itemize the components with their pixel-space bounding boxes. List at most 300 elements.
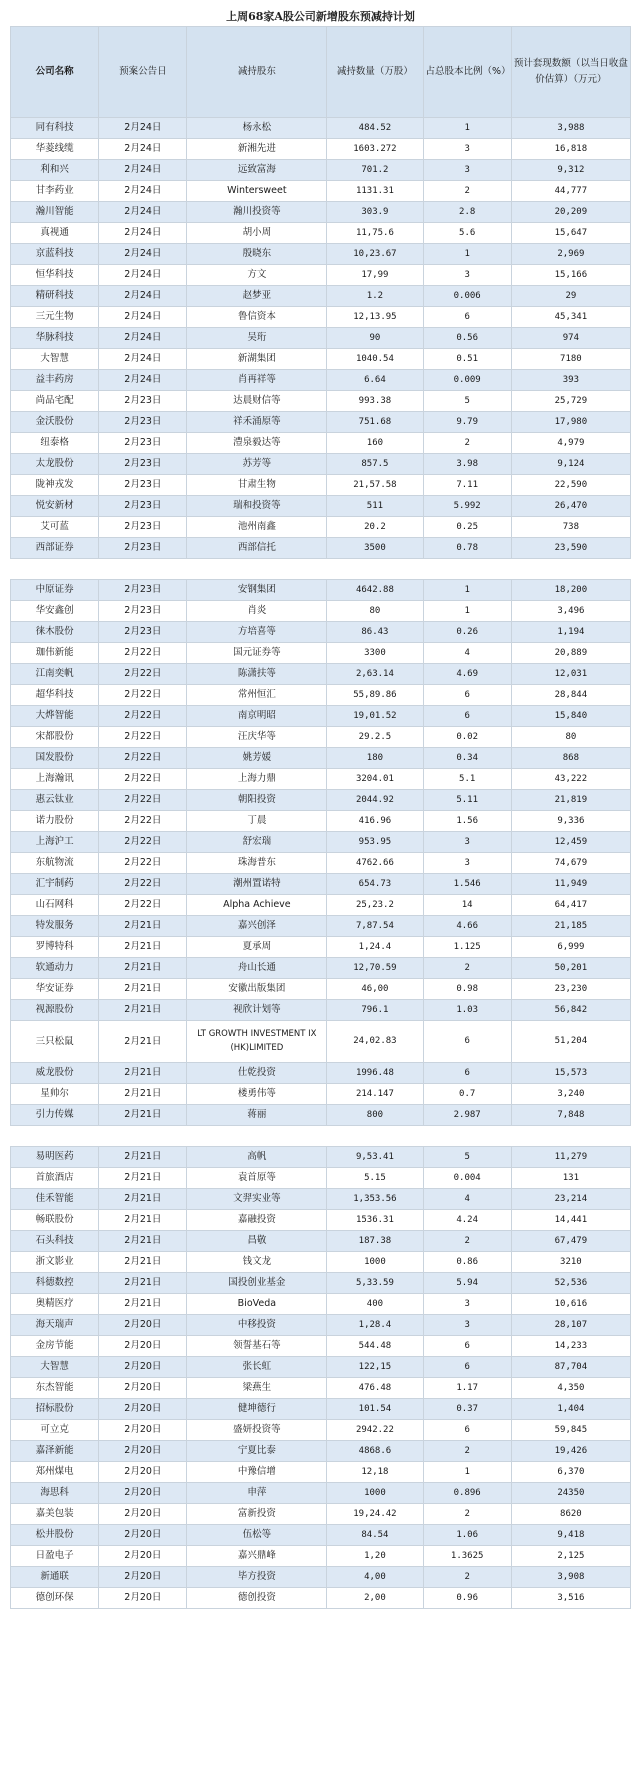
reduction-plan-table [10,26,631,1609]
cell-ratio: 2 [423,1567,511,1588]
cell-cash-amount: 15,840 [511,706,630,727]
table-row [11,349,631,370]
cell-shareholder: 毕方投资 [187,1567,327,1588]
cell-quantity: 180 [327,748,423,769]
cell-quantity: 5,33.59 [327,1273,423,1294]
cell-quantity: 511 [327,496,423,517]
cell-quantity: 84.54 [327,1525,423,1546]
cell-quantity: 3204.01 [327,769,423,790]
cell-shareholder: 常州恒汇 [187,685,327,706]
cell-ratio: 2 [423,181,511,202]
cell-company: 惠云钛业 [11,790,99,811]
cell-cash-amount: 12,459 [511,832,630,853]
cell-shareholder: 肖炎 [187,601,327,622]
cell-quantity: 2,63.14 [327,664,423,685]
cell-shareholder: 池州南鑫 [187,517,327,538]
cell-ratio: 2.987 [423,1105,511,1126]
cell-shareholder: 祥禾涌原等 [187,412,327,433]
cell-ratio: 1.56 [423,811,511,832]
table-row [11,370,631,391]
table-row [11,1525,631,1546]
cell-quantity: 214.147 [327,1084,423,1105]
cell-cash-amount: 131 [511,1168,630,1189]
cell-announce-date: 2月24日 [99,328,187,349]
cell-shareholder: 新湘先进 [187,139,327,160]
cell-cash-amount: 6,999 [511,937,630,958]
table-row [11,1105,631,1126]
cell-shareholder: 中移投资 [187,1315,327,1336]
cell-company: 上海沪工 [11,832,99,853]
table-row [11,1399,631,1420]
cell-shareholder: 朝阳投资 [187,790,327,811]
cell-announce-date: 2月24日 [99,223,187,244]
cell-cash-amount: 51,204 [511,1021,630,1063]
table-row [11,979,631,1000]
cell-quantity: 1,20 [327,1546,423,1567]
table-row [11,517,631,538]
cell-company: 石头科技 [11,1231,99,1252]
cell-quantity: 4762.66 [327,853,423,874]
cell-shareholder: 肖再祥等 [187,370,327,391]
table-row [11,874,631,895]
cell-quantity: 19,01.52 [327,706,423,727]
table-row [11,160,631,181]
cell-quantity: 187.38 [327,1231,423,1252]
cell-shareholder: 汪庆华等 [187,727,327,748]
table-row [11,391,631,412]
cell-announce-date: 2月24日 [99,139,187,160]
cell-company: 瀚川智能 [11,202,99,223]
cell-company: 太龙股份 [11,454,99,475]
cell-ratio: 1.125 [423,937,511,958]
cell-quantity: 2942.22 [327,1420,423,1441]
cell-ratio: 4.69 [423,664,511,685]
cell-ratio: 1.06 [423,1525,511,1546]
header-company: 公司名称 [11,27,99,118]
table-row [11,1210,631,1231]
cell-announce-date: 2月22日 [99,706,187,727]
cell-shareholder: 远致富海 [187,160,327,181]
cell-cash-amount: 67,479 [511,1231,630,1252]
cell-cash-amount: 3,908 [511,1567,630,1588]
cell-announce-date: 2月23日 [99,433,187,454]
cell-ratio: 1.546 [423,874,511,895]
cell-ratio: 5.1 [423,769,511,790]
cell-shareholder: 杨永松 [187,118,327,139]
cell-ratio: 3 [423,832,511,853]
cell-quantity: 4642.88 [327,580,423,601]
cell-cash-amount: 56,842 [511,1000,630,1021]
cell-shareholder: 盛妍投资等 [187,1420,327,1441]
cell-shareholder: 新湖集团 [187,349,327,370]
cell-cash-amount: 3,496 [511,601,630,622]
table-row [11,118,631,139]
cell-ratio: 0.51 [423,349,511,370]
cell-quantity: 303.9 [327,202,423,223]
cell-announce-date: 2月20日 [99,1546,187,1567]
cell-cash-amount: 21,819 [511,790,630,811]
table-row [11,1378,631,1399]
cell-company: 视源股份 [11,1000,99,1021]
cell-quantity: 953.95 [327,832,423,853]
cell-ratio: 0.004 [423,1168,511,1189]
cell-cash-amount: 4,350 [511,1378,630,1399]
table-row [11,1084,631,1105]
header-announce-date: 预案公告日 [99,27,187,118]
cell-ratio: 1 [423,244,511,265]
cell-quantity: 2044.92 [327,790,423,811]
cell-shareholder: 达晨财信等 [187,391,327,412]
cell-company: 奥精医疗 [11,1294,99,1315]
cell-company: 华安鑫创 [11,601,99,622]
cell-company: 尚品宅配 [11,391,99,412]
cell-company: 招标股份 [11,1399,99,1420]
cell-company: 江南奕帆 [11,664,99,685]
cell-announce-date: 2月22日 [99,748,187,769]
cell-shareholder: 吴珩 [187,328,327,349]
cell-ratio: 0.98 [423,979,511,1000]
cell-cash-amount: 52,536 [511,1273,630,1294]
cell-shareholder: Wintersweet [187,181,327,202]
cell-quantity: 86.43 [327,622,423,643]
cell-shareholder: 鲁信资本 [187,307,327,328]
table-row [11,601,631,622]
cell-announce-date: 2月20日 [99,1315,187,1336]
cell-cash-amount: 16,818 [511,139,630,160]
table-row [11,1273,631,1294]
cell-ratio: 4 [423,1189,511,1210]
cell-announce-date: 2月21日 [99,1189,187,1210]
cell-ratio: 14 [423,895,511,916]
cell-cash-amount: 15,573 [511,1063,630,1084]
cell-shareholder: 蒋丽 [187,1105,327,1126]
table-row [11,1189,631,1210]
cell-announce-date: 2月21日 [99,1231,187,1252]
cell-announce-date: 2月23日 [99,517,187,538]
cell-cash-amount: 14,441 [511,1210,630,1231]
cell-shareholder: Alpha Achieve [187,895,327,916]
table-row [11,538,631,559]
cell-quantity: 654.73 [327,874,423,895]
cell-shareholder: 丁晨 [187,811,327,832]
cell-announce-date: 2月24日 [99,265,187,286]
table-row [11,1000,631,1021]
group-separator [11,1126,631,1147]
cell-company: 陇神戎发 [11,475,99,496]
table-row [11,958,631,979]
cell-announce-date: 2月22日 [99,685,187,706]
cell-company: 德创环保 [11,1588,99,1609]
table-row [11,1021,631,1063]
table-row [11,1168,631,1189]
cell-shareholder: 西部信托 [187,538,327,559]
cell-shareholder: LT GROWTH INVESTMENT IX (HK)LIMITED [187,1021,327,1063]
cell-ratio: 1 [423,1462,511,1483]
cell-ratio: 0.26 [423,622,511,643]
cell-shareholder: 安钢集团 [187,580,327,601]
table-row [11,475,631,496]
cell-ratio: 2 [423,1441,511,1462]
table-row [11,643,631,664]
cell-cash-amount: 59,845 [511,1420,630,1441]
cell-cash-amount: 22,590 [511,475,630,496]
cell-announce-date: 2月22日 [99,790,187,811]
cell-company: 可立克 [11,1420,99,1441]
cell-company: 松井股份 [11,1525,99,1546]
cell-quantity: 10,23.67 [327,244,423,265]
cell-announce-date: 2月21日 [99,1210,187,1231]
cell-announce-date: 2月24日 [99,244,187,265]
cell-quantity: 1,28.4 [327,1315,423,1336]
cell-announce-date: 2月24日 [99,370,187,391]
cell-company: 大智慧 [11,349,99,370]
cell-ratio: 4.66 [423,916,511,937]
cell-company: 三元生物 [11,307,99,328]
cell-shareholder: 夏承周 [187,937,327,958]
cell-company: 嘉美包装 [11,1504,99,1525]
table-row [11,1420,631,1441]
cell-shareholder: 健坤德行 [187,1399,327,1420]
cell-company: 恒华科技 [11,265,99,286]
cell-ratio: 2 [423,1504,511,1525]
page-title: 上周68家A股公司新增股东预减持计划 [226,10,415,23]
cell-announce-date: 2月21日 [99,1063,187,1084]
cell-shareholder: 国元证券等 [187,643,327,664]
cell-announce-date: 2月21日 [99,979,187,1000]
cell-announce-date: 2月20日 [99,1462,187,1483]
cell-ratio: 1 [423,580,511,601]
cell-ratio: 0.006 [423,286,511,307]
cell-quantity: 90 [327,328,423,349]
cell-cash-amount: 1,404 [511,1399,630,1420]
header-ratio: 占总股本比例（%） [423,27,511,118]
cell-cash-amount: 3,516 [511,1588,630,1609]
cell-announce-date: 2月20日 [99,1378,187,1399]
cell-quantity: 20.2 [327,517,423,538]
cell-cash-amount: 26,470 [511,496,630,517]
cell-cash-amount: 6,370 [511,1462,630,1483]
cell-ratio: 0.896 [423,1483,511,1504]
cell-company: 佳禾智能 [11,1189,99,1210]
cell-shareholder: 舟山长通 [187,958,327,979]
cell-shareholder: 梁燕生 [187,1378,327,1399]
cell-cash-amount: 44,777 [511,181,630,202]
cell-shareholder: 苏芳等 [187,454,327,475]
cell-shareholder: 富新投资 [187,1504,327,1525]
cell-company: 益丰药房 [11,370,99,391]
cell-cash-amount: 7180 [511,349,630,370]
cell-announce-date: 2月22日 [99,664,187,685]
table-body [11,118,631,1609]
cell-cash-amount: 28,844 [511,685,630,706]
cell-shareholder: BioVeda [187,1294,327,1315]
cell-quantity: 7,87.54 [327,916,423,937]
cell-company: 纽泰格 [11,433,99,454]
cell-company: 珈伟新能 [11,643,99,664]
cell-quantity: 55,89.86 [327,685,423,706]
cell-ratio: 6 [423,706,511,727]
cell-announce-date: 2月23日 [99,391,187,412]
cell-quantity: 80 [327,601,423,622]
cell-announce-date: 2月22日 [99,727,187,748]
cell-shareholder: 方培喜等 [187,622,327,643]
table-row [11,1462,631,1483]
table-row [11,496,631,517]
header-cash-amount: 预计套现数额（以当日收盘价估算）（万元） [511,27,630,118]
cell-quantity: 25,23.2 [327,895,423,916]
cell-announce-date: 2月20日 [99,1504,187,1525]
cell-cash-amount: 20,889 [511,643,630,664]
cell-cash-amount: 20,209 [511,202,630,223]
cell-company: 海思科 [11,1483,99,1504]
cell-ratio: 7.11 [423,475,511,496]
cell-company: 引力传媒 [11,1105,99,1126]
cell-cash-amount: 17,980 [511,412,630,433]
cell-ratio: 0.56 [423,328,511,349]
table-row [11,853,631,874]
cell-ratio: 2 [423,1231,511,1252]
cell-company: 海天瑞声 [11,1315,99,1336]
table-row [11,664,631,685]
table-row [11,748,631,769]
cell-announce-date: 2月20日 [99,1525,187,1546]
cell-announce-date: 2月24日 [99,307,187,328]
header-quantity: 减持数量（万股） [327,27,423,118]
table-row [11,265,631,286]
cell-quantity: 701.2 [327,160,423,181]
table-row [11,1231,631,1252]
group-separator [11,559,631,580]
cell-quantity: 17,99 [327,265,423,286]
cell-announce-date: 2月20日 [99,1420,187,1441]
cell-shareholder: 宁夏比泰 [187,1441,327,1462]
cell-announce-date: 2月22日 [99,895,187,916]
cell-announce-date: 2月21日 [99,1294,187,1315]
table-row [11,202,631,223]
cell-cash-amount: 25,729 [511,391,630,412]
cell-ratio: 3 [423,139,511,160]
cell-announce-date: 2月21日 [99,1168,187,1189]
cell-quantity: 29.2.5 [327,727,423,748]
cell-quantity: 122,15 [327,1357,423,1378]
cell-ratio: 5 [423,1147,511,1168]
cell-company: 精研科技 [11,286,99,307]
cell-company: 大智慧 [11,1357,99,1378]
cell-cash-amount: 10,616 [511,1294,630,1315]
cell-company: 真视通 [11,223,99,244]
cell-company: 罗博特科 [11,937,99,958]
cell-quantity: 3500 [327,538,423,559]
cell-shareholder: 潮州置诺特 [187,874,327,895]
cell-quantity: 46,00 [327,979,423,1000]
cell-shareholder: 上海力鼎 [187,769,327,790]
cell-announce-date: 2月22日 [99,832,187,853]
cell-company: 特发服务 [11,916,99,937]
cell-quantity: 101.54 [327,1399,423,1420]
cell-ratio: 0.009 [423,370,511,391]
cell-cash-amount: 738 [511,517,630,538]
cell-shareholder: 伍松等 [187,1525,327,1546]
cell-cash-amount: 23,214 [511,1189,630,1210]
cell-shareholder: 嘉兴创泽 [187,916,327,937]
table-row [11,769,631,790]
cell-company: 艾可蓝 [11,517,99,538]
cell-quantity: 6.64 [327,370,423,391]
cell-announce-date: 2月22日 [99,874,187,895]
cell-company: 三只松鼠 [11,1021,99,1063]
cell-ratio: 3.98 [423,454,511,475]
table-row [11,1588,631,1609]
cell-ratio: 5 [423,391,511,412]
header-shareholder: 减持股东 [187,27,327,118]
cell-ratio: 0.02 [423,727,511,748]
table-row [11,286,631,307]
cell-ratio: 4.24 [423,1210,511,1231]
cell-company: 东杰智能 [11,1378,99,1399]
cell-shareholder: 陈潇扶等 [187,664,327,685]
cell-company: 金房节能 [11,1336,99,1357]
cell-cash-amount: 974 [511,328,630,349]
cell-announce-date: 2月24日 [99,118,187,139]
cell-ratio: 2 [423,958,511,979]
cell-company: 大烨智能 [11,706,99,727]
cell-quantity: 4868.6 [327,1441,423,1462]
cell-company: 诺力股份 [11,811,99,832]
cell-shareholder: 嘉融投资 [187,1210,327,1231]
table-row [11,454,631,475]
cell-ratio: 0.37 [423,1399,511,1420]
cell-shareholder: 张长虹 [187,1357,327,1378]
table-row [11,328,631,349]
cell-shareholder: 嘉兴鼎峰 [187,1546,327,1567]
cell-quantity: 400 [327,1294,423,1315]
table-row [11,832,631,853]
cell-company: 易明医药 [11,1147,99,1168]
cell-cash-amount: 87,704 [511,1357,630,1378]
cell-shareholder: 澧泉毅达等 [187,433,327,454]
cell-quantity: 5.15 [327,1168,423,1189]
cell-ratio: 2.8 [423,202,511,223]
cell-shareholder: 珠海普东 [187,853,327,874]
cell-company: 嘉泽新能 [11,1441,99,1462]
cell-announce-date: 2月20日 [99,1483,187,1504]
cell-cash-amount: 11,279 [511,1147,630,1168]
cell-quantity: 11,75.6 [327,223,423,244]
cell-announce-date: 2月21日 [99,1021,187,1063]
cell-ratio: 0.86 [423,1252,511,1273]
cell-cash-amount: 3210 [511,1252,630,1273]
cell-quantity: 484.52 [327,118,423,139]
cell-shareholder: 昌敬 [187,1231,327,1252]
table-row [11,1252,631,1273]
table-row [11,1546,631,1567]
cell-announce-date: 2月21日 [99,1252,187,1273]
cell-quantity: 9,53.41 [327,1147,423,1168]
cell-quantity: 857.5 [327,454,423,475]
cell-ratio: 1.17 [423,1378,511,1399]
cell-announce-date: 2月22日 [99,769,187,790]
cell-company: 新通联 [11,1567,99,1588]
cell-cash-amount: 3,988 [511,118,630,139]
cell-announce-date: 2月23日 [99,538,187,559]
cell-quantity: 19,24.42 [327,1504,423,1525]
cell-cash-amount: 28,107 [511,1315,630,1336]
cell-cash-amount: 45,341 [511,307,630,328]
cell-cash-amount: 14,233 [511,1336,630,1357]
cell-cash-amount: 1,194 [511,622,630,643]
table-row [11,307,631,328]
cell-company: 浙文影业 [11,1252,99,1273]
